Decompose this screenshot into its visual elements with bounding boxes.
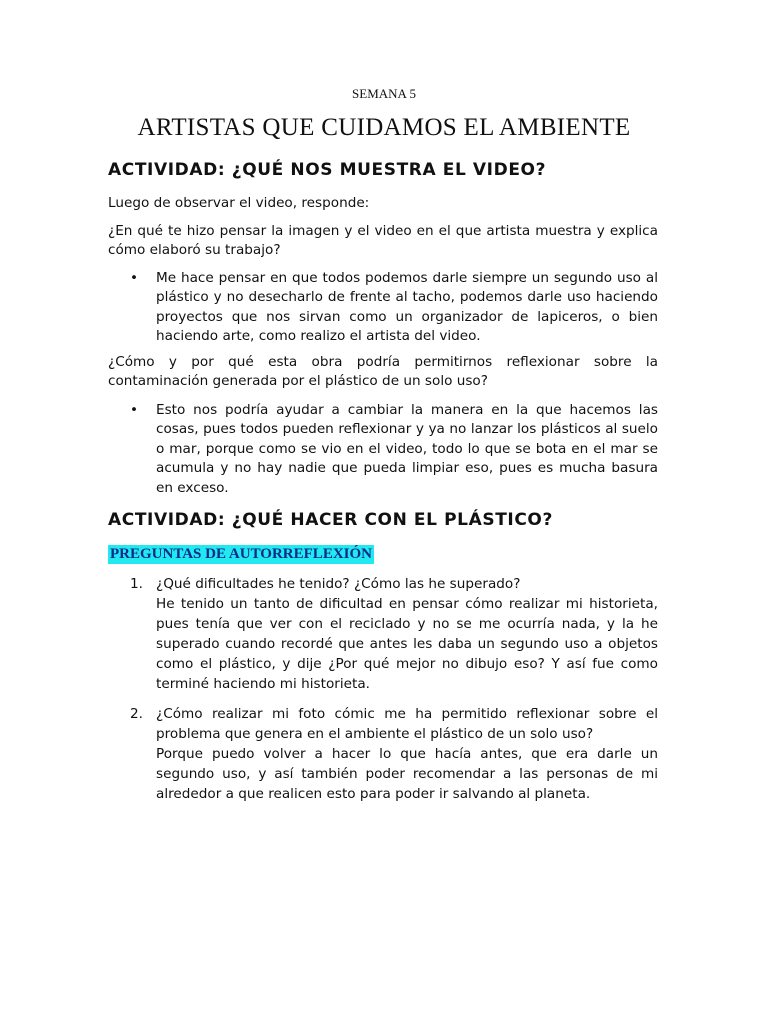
bullet-dot: • xyxy=(130,402,139,418)
answer-2-text: Esto nos podría ayudar a cambiar la manera en la que hacemos las cosas, pues todos pueden reflexionar y ya no lanzar los plásticos al suelo o mar, porque como se vio en el video, todo lo que se bota en el mar se acumula y no hay nadie que pueda limpiar eso, pues es mucha basura en exceso. xyxy=(156,402,658,496)
item-number: 2. xyxy=(130,706,143,722)
reflection-question-1: ¿Qué dificultades he tenido? ¿Cómo las he superado? xyxy=(156,576,521,592)
answer-2-bullet xyxy=(130,401,658,498)
reflection-answer-2: Porque puedo volver a hacer lo que hacía antes, que era darle un segundo uso, y así también poder recomendar a las personas de mi alrededor a que realicen esto para poder ir salvando al planeta. xyxy=(156,746,658,802)
question-1: ¿En qué te hizo pensar la imagen y el video en el que artista muestra y explica cómo elaboró su trabajo? xyxy=(108,223,658,258)
page-title: ARTISTAS QUE CUIDAMOS EL AMBIENTE xyxy=(137,114,631,141)
question-2: ¿Cómo y por qué esta obra podría permitirnos reflexionar sobre la contaminación generada por el plástico de un solo uso? xyxy=(108,354,658,389)
activity-heading-video: ACTIVIDAD: ¿QUÉ NOS MUESTRA EL VIDEO? xyxy=(108,160,547,180)
reflection-question-2: ¿Cómo realizar mi foto cómic me ha permitido reflexionar sobre el problema que genera en el ambiente el plástico de un solo uso? xyxy=(156,706,658,742)
self-reflection-highlight: PREGUNTAS DE AUTORREFLEXIÓN xyxy=(110,546,372,562)
item-number: 1. xyxy=(130,576,143,592)
bullet-dot: • xyxy=(130,270,139,286)
reflection-item-2 xyxy=(130,704,658,804)
intro-instruction: Luego de observar el video, responde: xyxy=(108,195,370,211)
answer-1-text: Me hace pensar en que todos podemos darle siempre un segundo uso al plástico y no desecharlo de frente al tacho, podemos darle uso haciendo proyectos que nos sirvan como un organizador de lapiceros, o bien haciendo arte, como realizo el artista del video. xyxy=(156,270,658,345)
activity-heading-plastic: ACTIVIDAD: ¿QUÉ HACER CON EL PLÁSTICO? xyxy=(108,510,553,530)
reflection-answer-1: He tenido un tanto de dificultad en pensar cómo realizar mi historieta, pues tenía que ver con el reciclado y no se me ocurría nada, y la he superado cuando recordé que antes les daba un segundo uso a objetos como el plástico, y dije ¿Por qué mejor no dibujo eso? Y así fue como terminé haciendo mi historieta. xyxy=(156,596,658,692)
answer-1-bullet xyxy=(130,269,658,347)
week-label: SEMANA 5 xyxy=(352,86,416,101)
reflection-item-1 xyxy=(130,574,658,694)
